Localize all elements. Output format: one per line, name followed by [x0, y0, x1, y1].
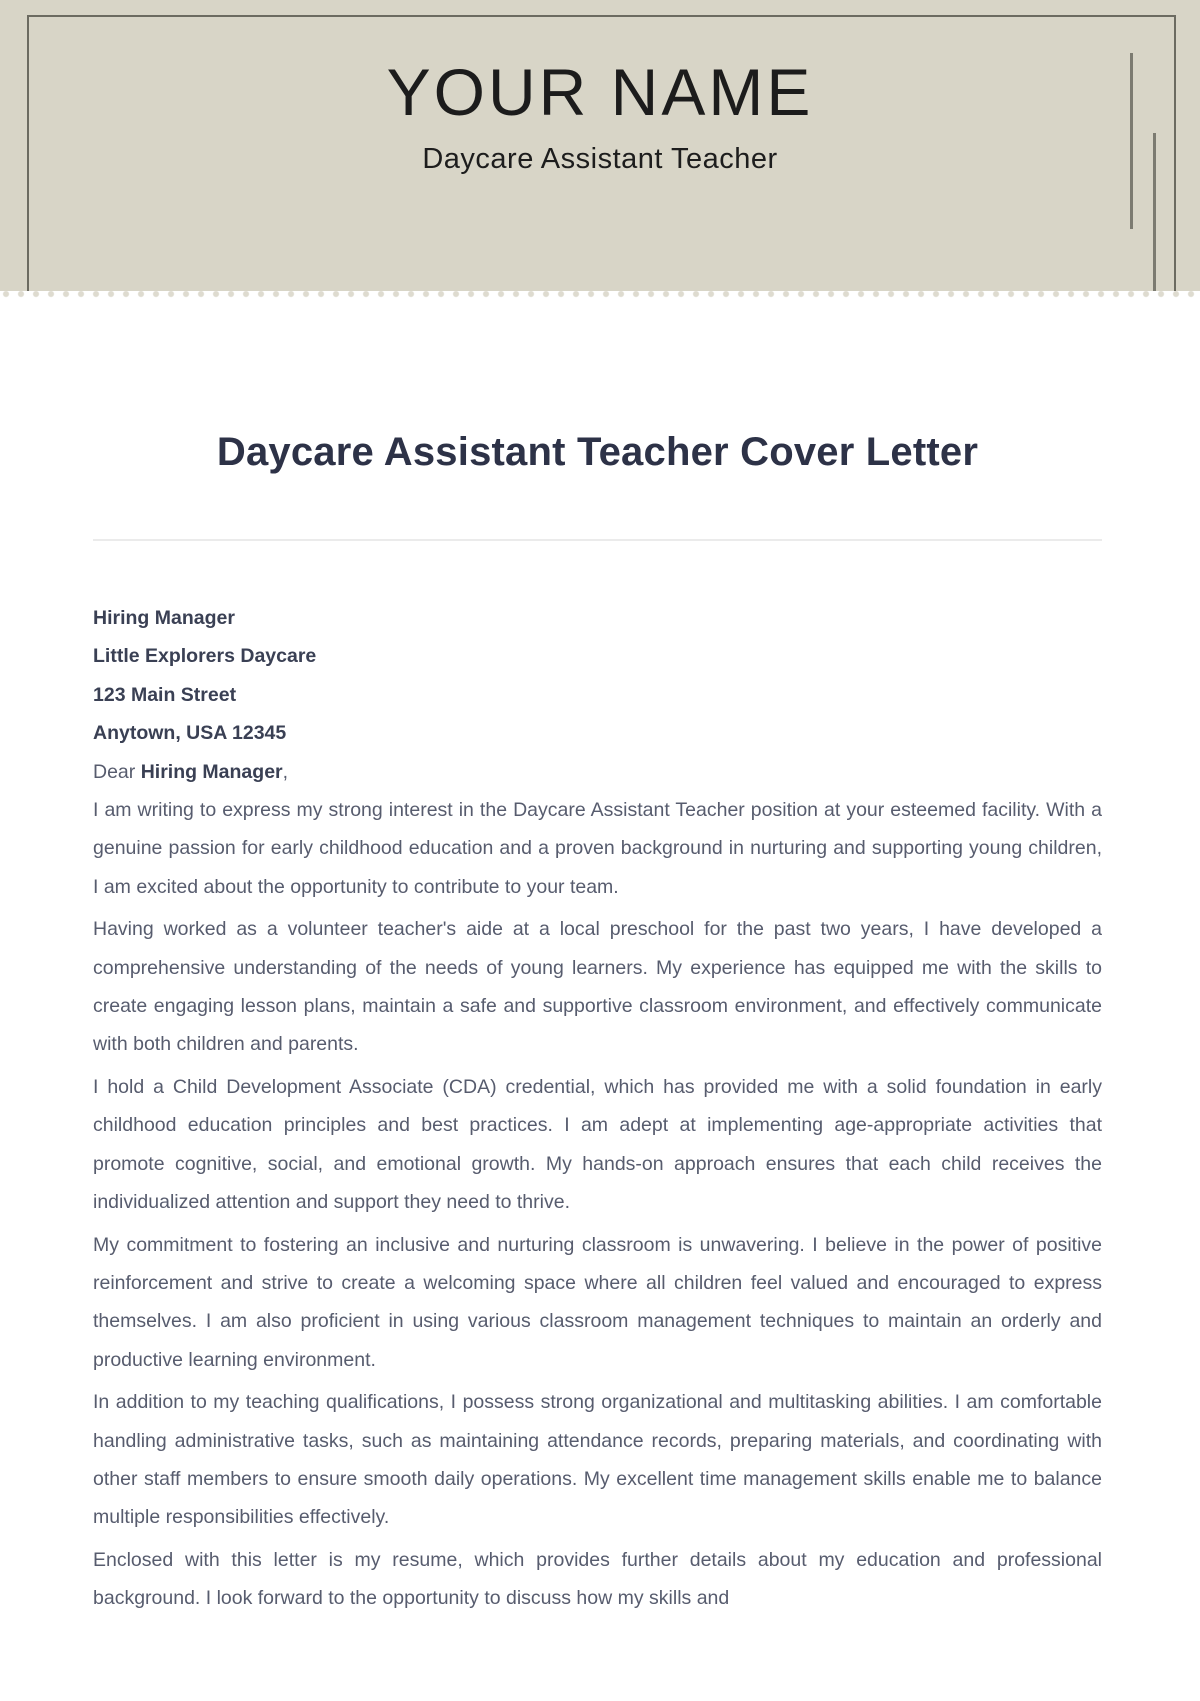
letter-paragraph: In addition to my teaching qualifications, I possess strong organizational and multitasking abilities. I am comfortable handling administrative tasks, such as maintaining attendance records, preparing materials, and coordinating with other staff members to ensure smooth daily operations. My excellent time management skills enable me to balance multiple responsibilities effectively. [93, 1391, 1102, 1529]
letter-paragraph: Enclosed with this letter is my resume, which provides further details about my education and professional background. I look forward to the opportunity to discuss how my skills and [93, 1548, 1102, 1610]
salutation-prefix: Dear [93, 760, 141, 783]
recipient-city: Anytown, USA 12345 [93, 722, 287, 745]
recipient-street: 123 Main Street [93, 683, 237, 706]
letter-paragraph: My commitment to fostering an inclusive and nurturing classroom is unwavering. I believe in the power of positive reinforcement and strive to create a welcoming space where all children feel valued and encouraged to express themselves. I am also proficient in using various classroom management techniques to maintain an orderly and productive learning environment. [93, 1233, 1102, 1371]
recipient-block [93, 599, 1102, 753]
header-banner [0, 0, 1200, 291]
recipient-name: Hiring Manager [93, 607, 235, 629]
letter-paragraph: I am writing to express my strong interest in the Daycare Assistant Teacher position at your esteemed facility. With a genuine passion for early childhood education and a proven background in nurturing and supporting young children, I am excited about the opportunity to contribute to your team. [93, 799, 1102, 898]
letter-body [0, 429, 1200, 1618]
applicant-name: YOUR NAME [386, 55, 814, 129]
salutation-recipient: Hiring Manager [140, 760, 283, 783]
applicant-role-subtitle: Daycare Assistant Teacher [422, 143, 778, 176]
letter-paragraph: I hold a Child Development Associate (CDA) credential, which has provided me with a solid foundation in early childhood education principles and best practices. I am adept at implementing age-appropriate activities that promote cognitive, social, and emotional growth. My hands-on approach ensures that each child receives the individualized attention and support they need to thrive. [93, 1075, 1102, 1214]
salutation-suffix: , [282, 760, 289, 783]
recipient-company: Little Explorers Daycare [93, 645, 317, 668]
header-bottom-edge [0, 291, 1200, 301]
document-title: Daycare Assistant Teacher Cover Letter [216, 430, 979, 474]
title-divider [93, 539, 1102, 541]
salutation-line [93, 753, 1102, 791]
letter-paragraph: Having worked as a volunteer teacher's aide at a local preschool for the past two years, I have developed a comprehensive understanding of the needs of young learners. My experience has equipped me with the skills to create engaging lesson plans, maintain a safe and supportive classroom environment, and effectively communicate with both children and parents. [93, 918, 1102, 1056]
